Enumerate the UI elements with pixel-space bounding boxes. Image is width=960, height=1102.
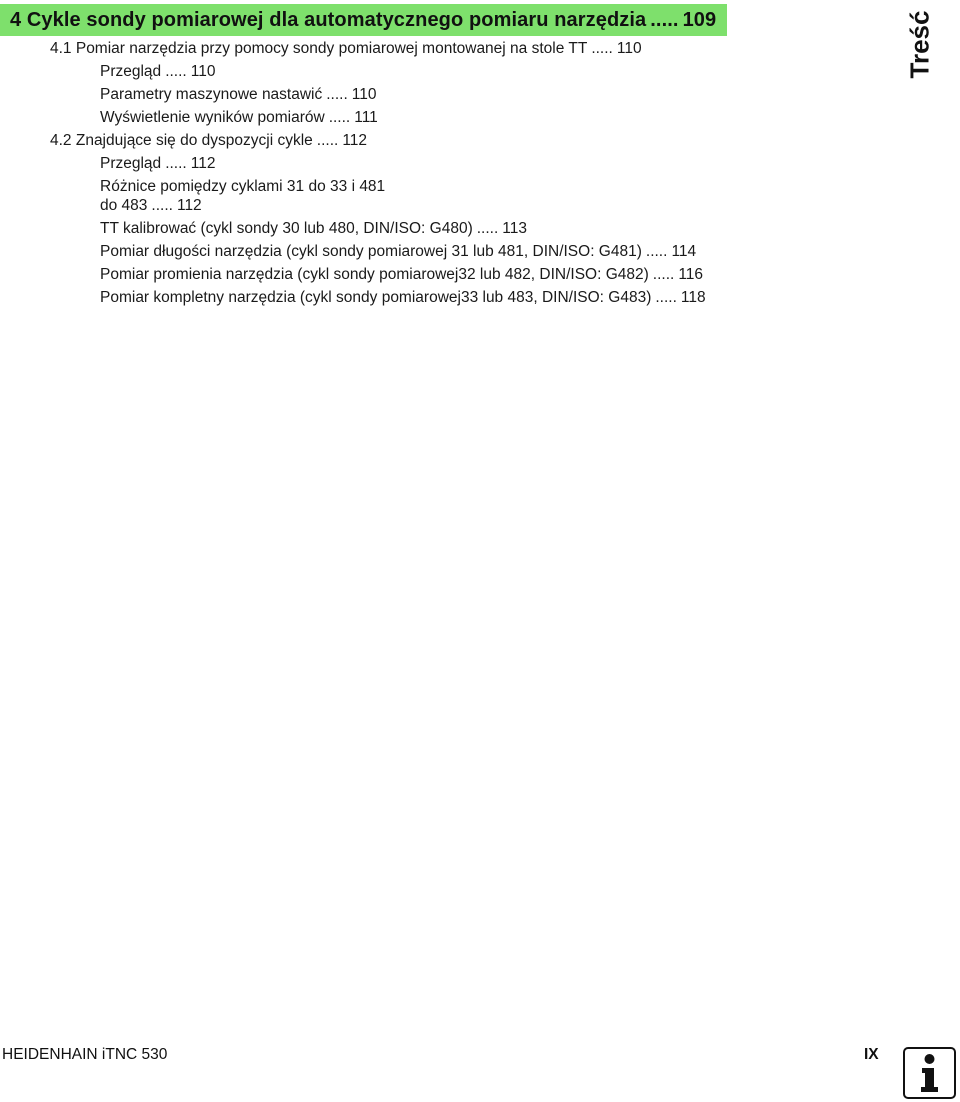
side-tab (905, 4, 935, 84)
toc-entry-page: 113 (502, 220, 527, 237)
toc-entry-page: 118 (680, 289, 706, 306)
toc-entry-text: Wyświetlenie wyników pomiarów (100, 109, 325, 126)
toc-entry-text: 4.2 Znajdujące się do dyspozycji cykle (50, 132, 313, 149)
toc-entry[interactable] (100, 265, 703, 285)
toc-entry[interactable] (100, 108, 378, 128)
toc-entry-text: Różnice pomiędzy cyklami 31 do 33 i 481 (100, 178, 386, 195)
toc-entry-dots: ..... (645, 243, 668, 260)
toc-entry-page: 110 (190, 63, 216, 80)
toc-entry[interactable] (100, 177, 385, 197)
toc-entry-dots: ..... (328, 109, 351, 126)
toc-entry[interactable] (100, 219, 527, 239)
info-icon (903, 1047, 956, 1099)
toc-entry-dots: ..... (151, 197, 173, 214)
toc-entry-dots: ..... (326, 86, 348, 103)
footer-manual-title: HEIDENHAIN iTNC 530 (2, 1046, 168, 1063)
toc-entry-dots: ..... (165, 63, 187, 80)
toc-entry-dots: ..... (476, 220, 499, 237)
toc-entry-text: Pomiar długości narzędzia (cykl sondy pomiarowej 31 lub 481, DIN/ISO: G481) (100, 243, 642, 260)
toc-entry[interactable] (100, 62, 215, 82)
toc-entry-page: 112 (342, 132, 368, 149)
toc-entry-dots: ..... (652, 266, 675, 283)
toc-entry-text: do 483 (100, 197, 148, 214)
toc-entry[interactable] (100, 288, 706, 308)
toc-entry-page: 112 (176, 197, 202, 214)
toc-entry[interactable] (100, 85, 377, 105)
toc-entry-page: 116 (678, 266, 704, 283)
chapter-page-number: 109 (682, 8, 717, 31)
footer-page-number: IX (864, 1046, 879, 1063)
toc-entry[interactable] (100, 154, 215, 174)
toc-entry-dots: ..... (165, 155, 187, 172)
toc-entry[interactable] (100, 196, 202, 216)
toc-entry-page: 110 (616, 40, 642, 57)
toc-entry-page: 111 (354, 109, 378, 126)
toc-entry-text: Parametry maszynowe nastawić (100, 86, 323, 103)
toc-entry[interactable] (50, 131, 367, 151)
toc-entry-text: Przegląd (100, 63, 162, 80)
info-icon-glyph (905, 1049, 954, 1097)
toc-entry-text: 4.1 Pomiar narzędzia przy pomocy sondy pomiarowej montowanej na stole TT (50, 40, 588, 57)
toc-entry-page: 110 (351, 86, 377, 103)
toc-entry[interactable] (100, 242, 696, 262)
toc-entry-text: Pomiar kompletny narzędzia (cykl sondy pomiarowej33 lub 483, DIN/ISO: G483) (100, 289, 652, 306)
toc-entry-dots: ..... (316, 132, 339, 149)
toc-entry-text: TT kalibrować (cykl sondy 30 lub 480, DIN/ISO: G480) (100, 220, 473, 237)
toc-entry[interactable] (50, 39, 642, 59)
toc-entry-dots: ..... (655, 289, 677, 306)
toc-entry-dots: ..... (591, 40, 613, 57)
toc-entry-text: Przegląd (100, 155, 162, 172)
side-tab-label: Treść (904, 10, 935, 78)
chapter-heading[interactable] (0, 4, 727, 36)
toc-entry-page: 114 (671, 243, 697, 260)
toc-entry-page: 112 (190, 155, 216, 172)
chapter-title: 4 Cykle sondy pomiarowej dla automatycznego pomiaru narzędzia (10, 8, 647, 31)
chapter-dots: ..... (650, 8, 679, 31)
toc-entry-text: Pomiar promienia narzędzia (cykl sondy pomiarowej32 lub 482, DIN/ISO: G482) (100, 266, 649, 283)
